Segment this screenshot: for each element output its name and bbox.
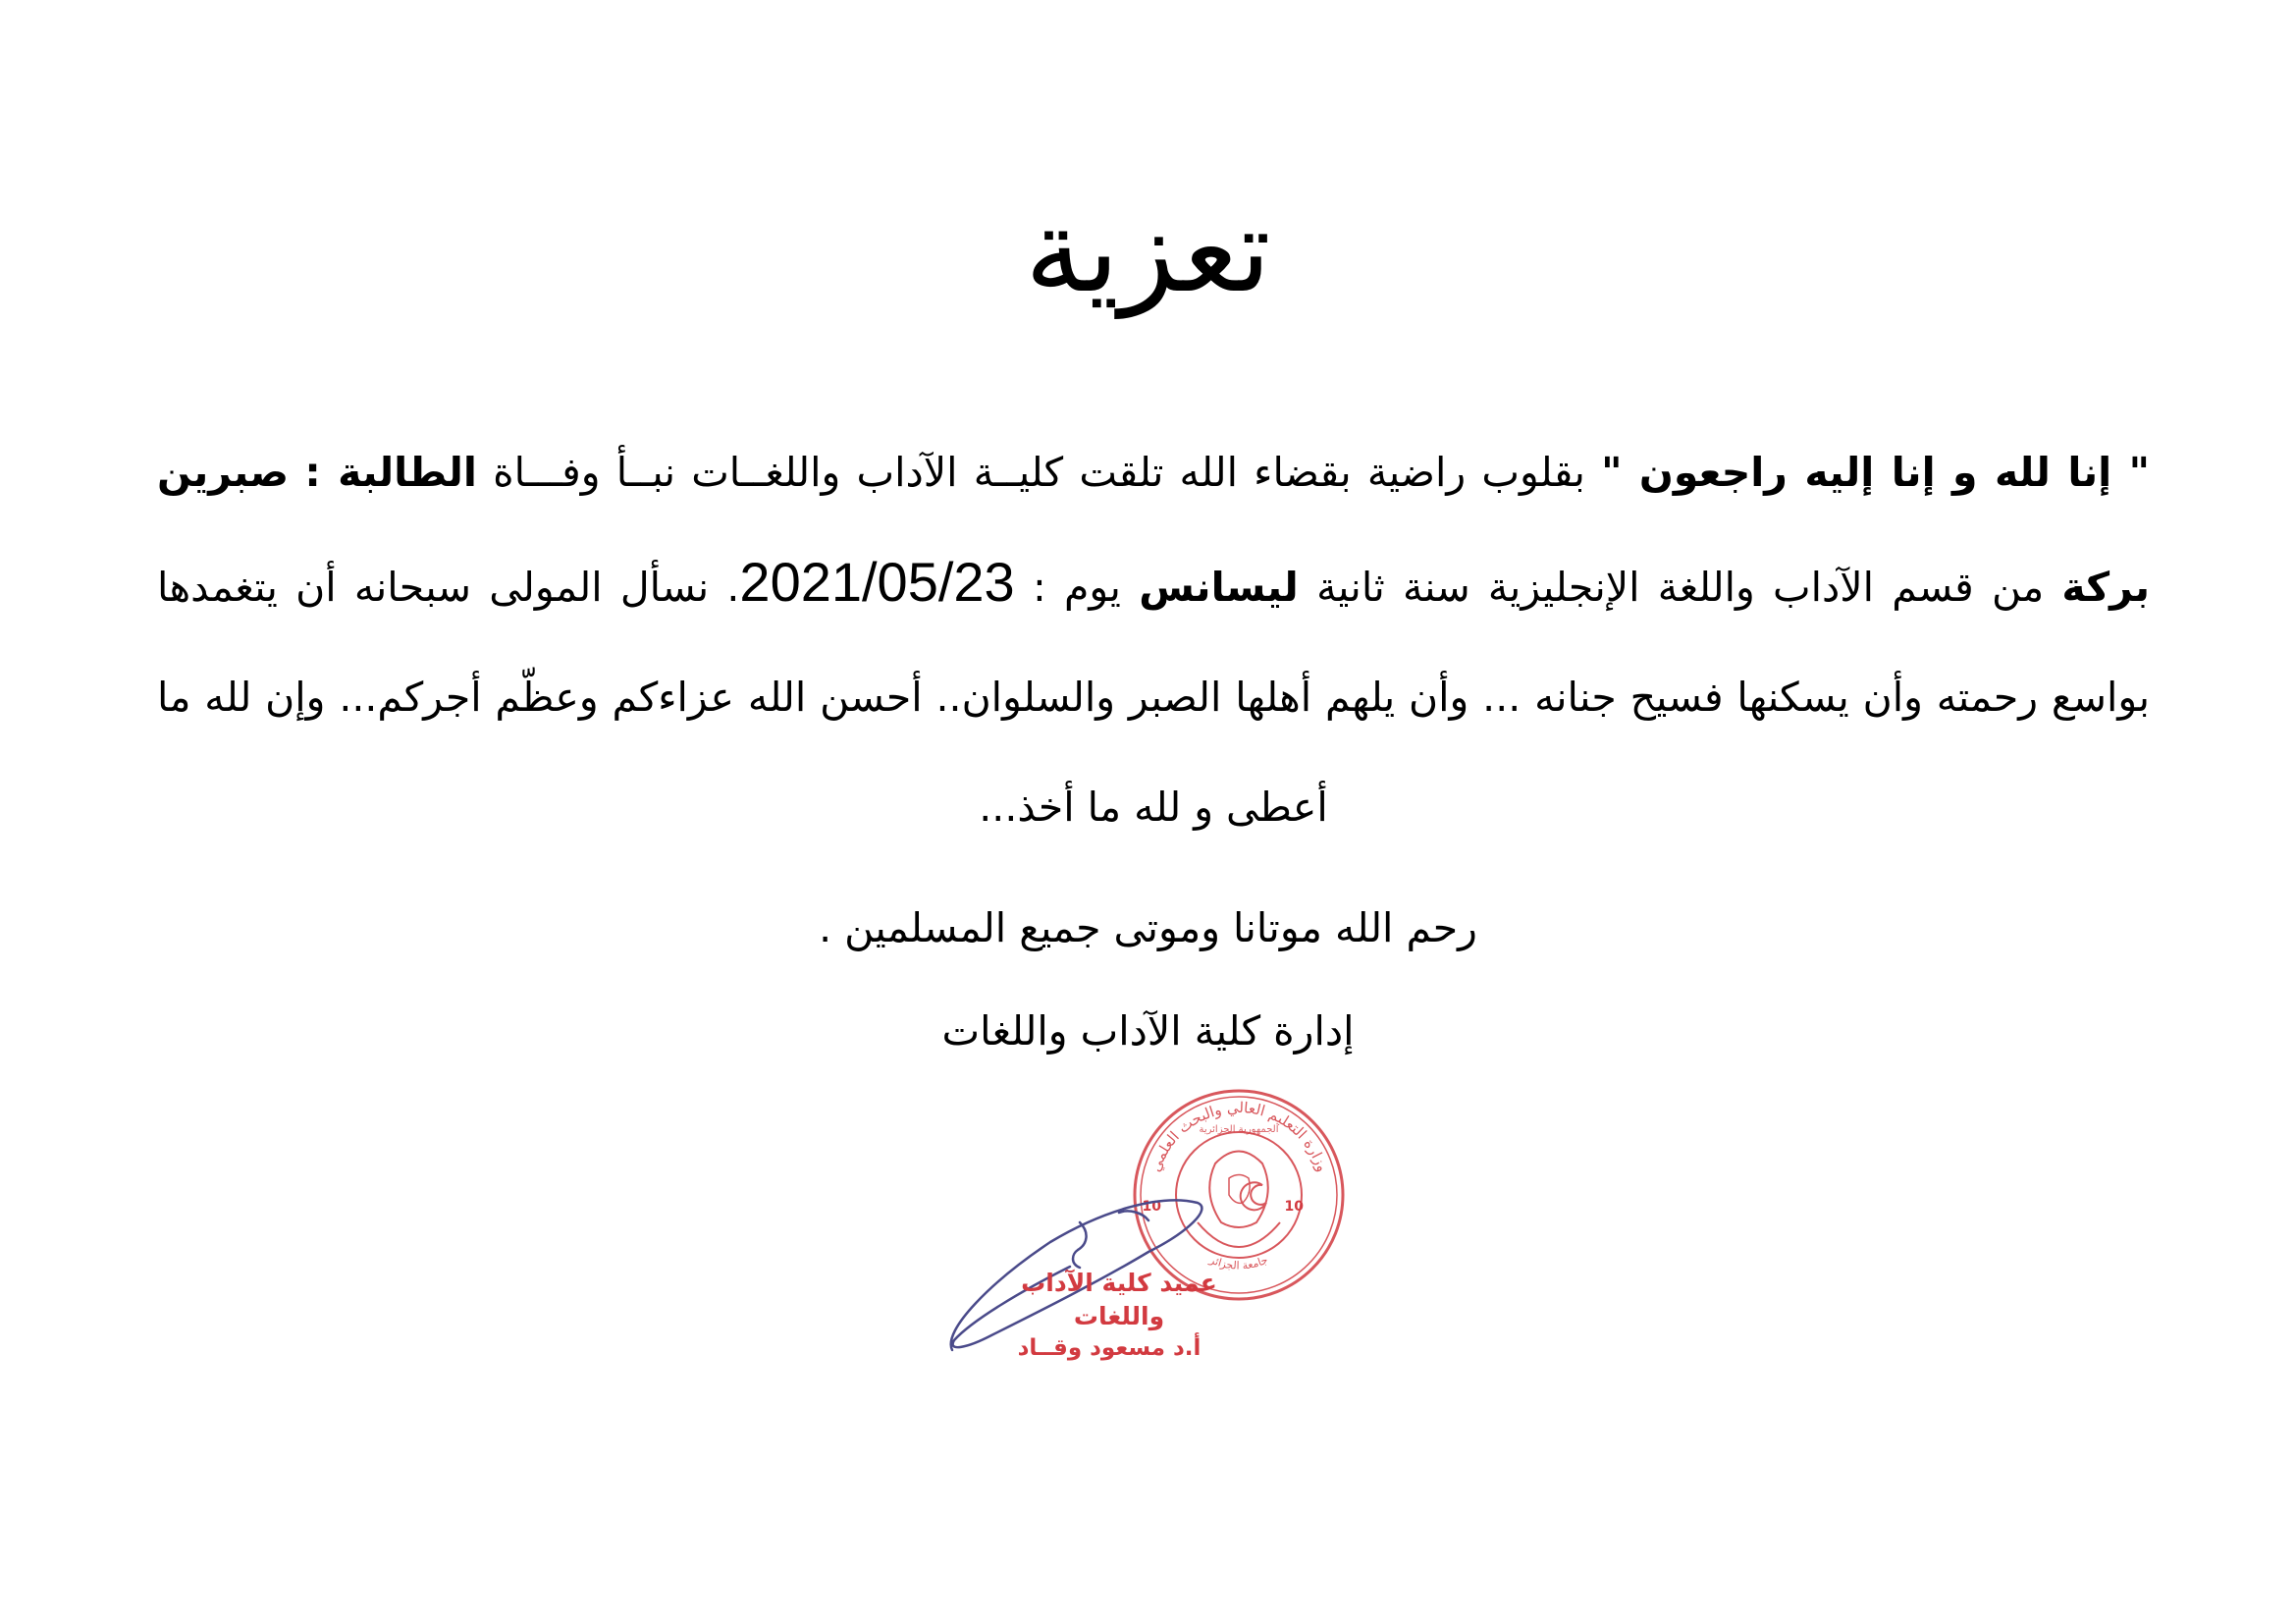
document-title: تعزية bbox=[1025, 183, 1271, 318]
quran-quote: " إنا لله و إنا إليه راجعون " bbox=[1601, 449, 2151, 496]
svg-text:وزارة التعليم العالي والبحث ال bbox=[1147, 1099, 1332, 1174]
seal-university: جامعة الجزائر bbox=[1207, 1253, 1270, 1272]
date-text: 2021/05/23 bbox=[739, 551, 1015, 613]
seal-inner-text: الجمهورية الجزائرية bbox=[1199, 1124, 1279, 1135]
seal-number-right: 10 bbox=[1284, 1199, 1304, 1215]
dean-title: عميد كلية الآداب واللغات bbox=[1021, 1269, 1217, 1330]
dean-name: أ.د مسعود وقــاد bbox=[1017, 1335, 1201, 1361]
prayer-text: . نسأل المولى سبحانه أن يتغمدها بواسع رحمته وأن يسكنها فسيح جنانه ... وأن يلهم أهلها الصبر والسلوان.. أحسن الله عزاءكم وعظّم أجركم... وإن لله ما أعطى و لله ما أخذ... bbox=[157, 564, 2150, 831]
mercy-line: رحم الله موتانا وموتى جميع المسلمين . bbox=[819, 904, 1477, 951]
seal-number-left: 10 bbox=[1142, 1199, 1161, 1215]
condolence-paragraph bbox=[157, 417, 2150, 862]
day-label: يوم : bbox=[1014, 564, 1140, 611]
degree-text: ليسانس bbox=[1139, 564, 1299, 611]
department-text: من قسم الآداب واللغة الإنجليزية سنة ثانية bbox=[1298, 564, 2062, 611]
student-name: صبرين بركة bbox=[157, 449, 2151, 611]
student-label: الطالبة : bbox=[304, 449, 477, 496]
seal-text: وزارة التعليم العالي والبحث العلمي bbox=[1146, 1098, 1332, 1174]
intro-text: بقلوب راضية بقضاء الله تلقت كليــة الآداب واللغــات نبــأ وفـــاة bbox=[476, 449, 1602, 496]
signoff-line: إدارة كلية الآداب واللغات bbox=[941, 1007, 1355, 1055]
